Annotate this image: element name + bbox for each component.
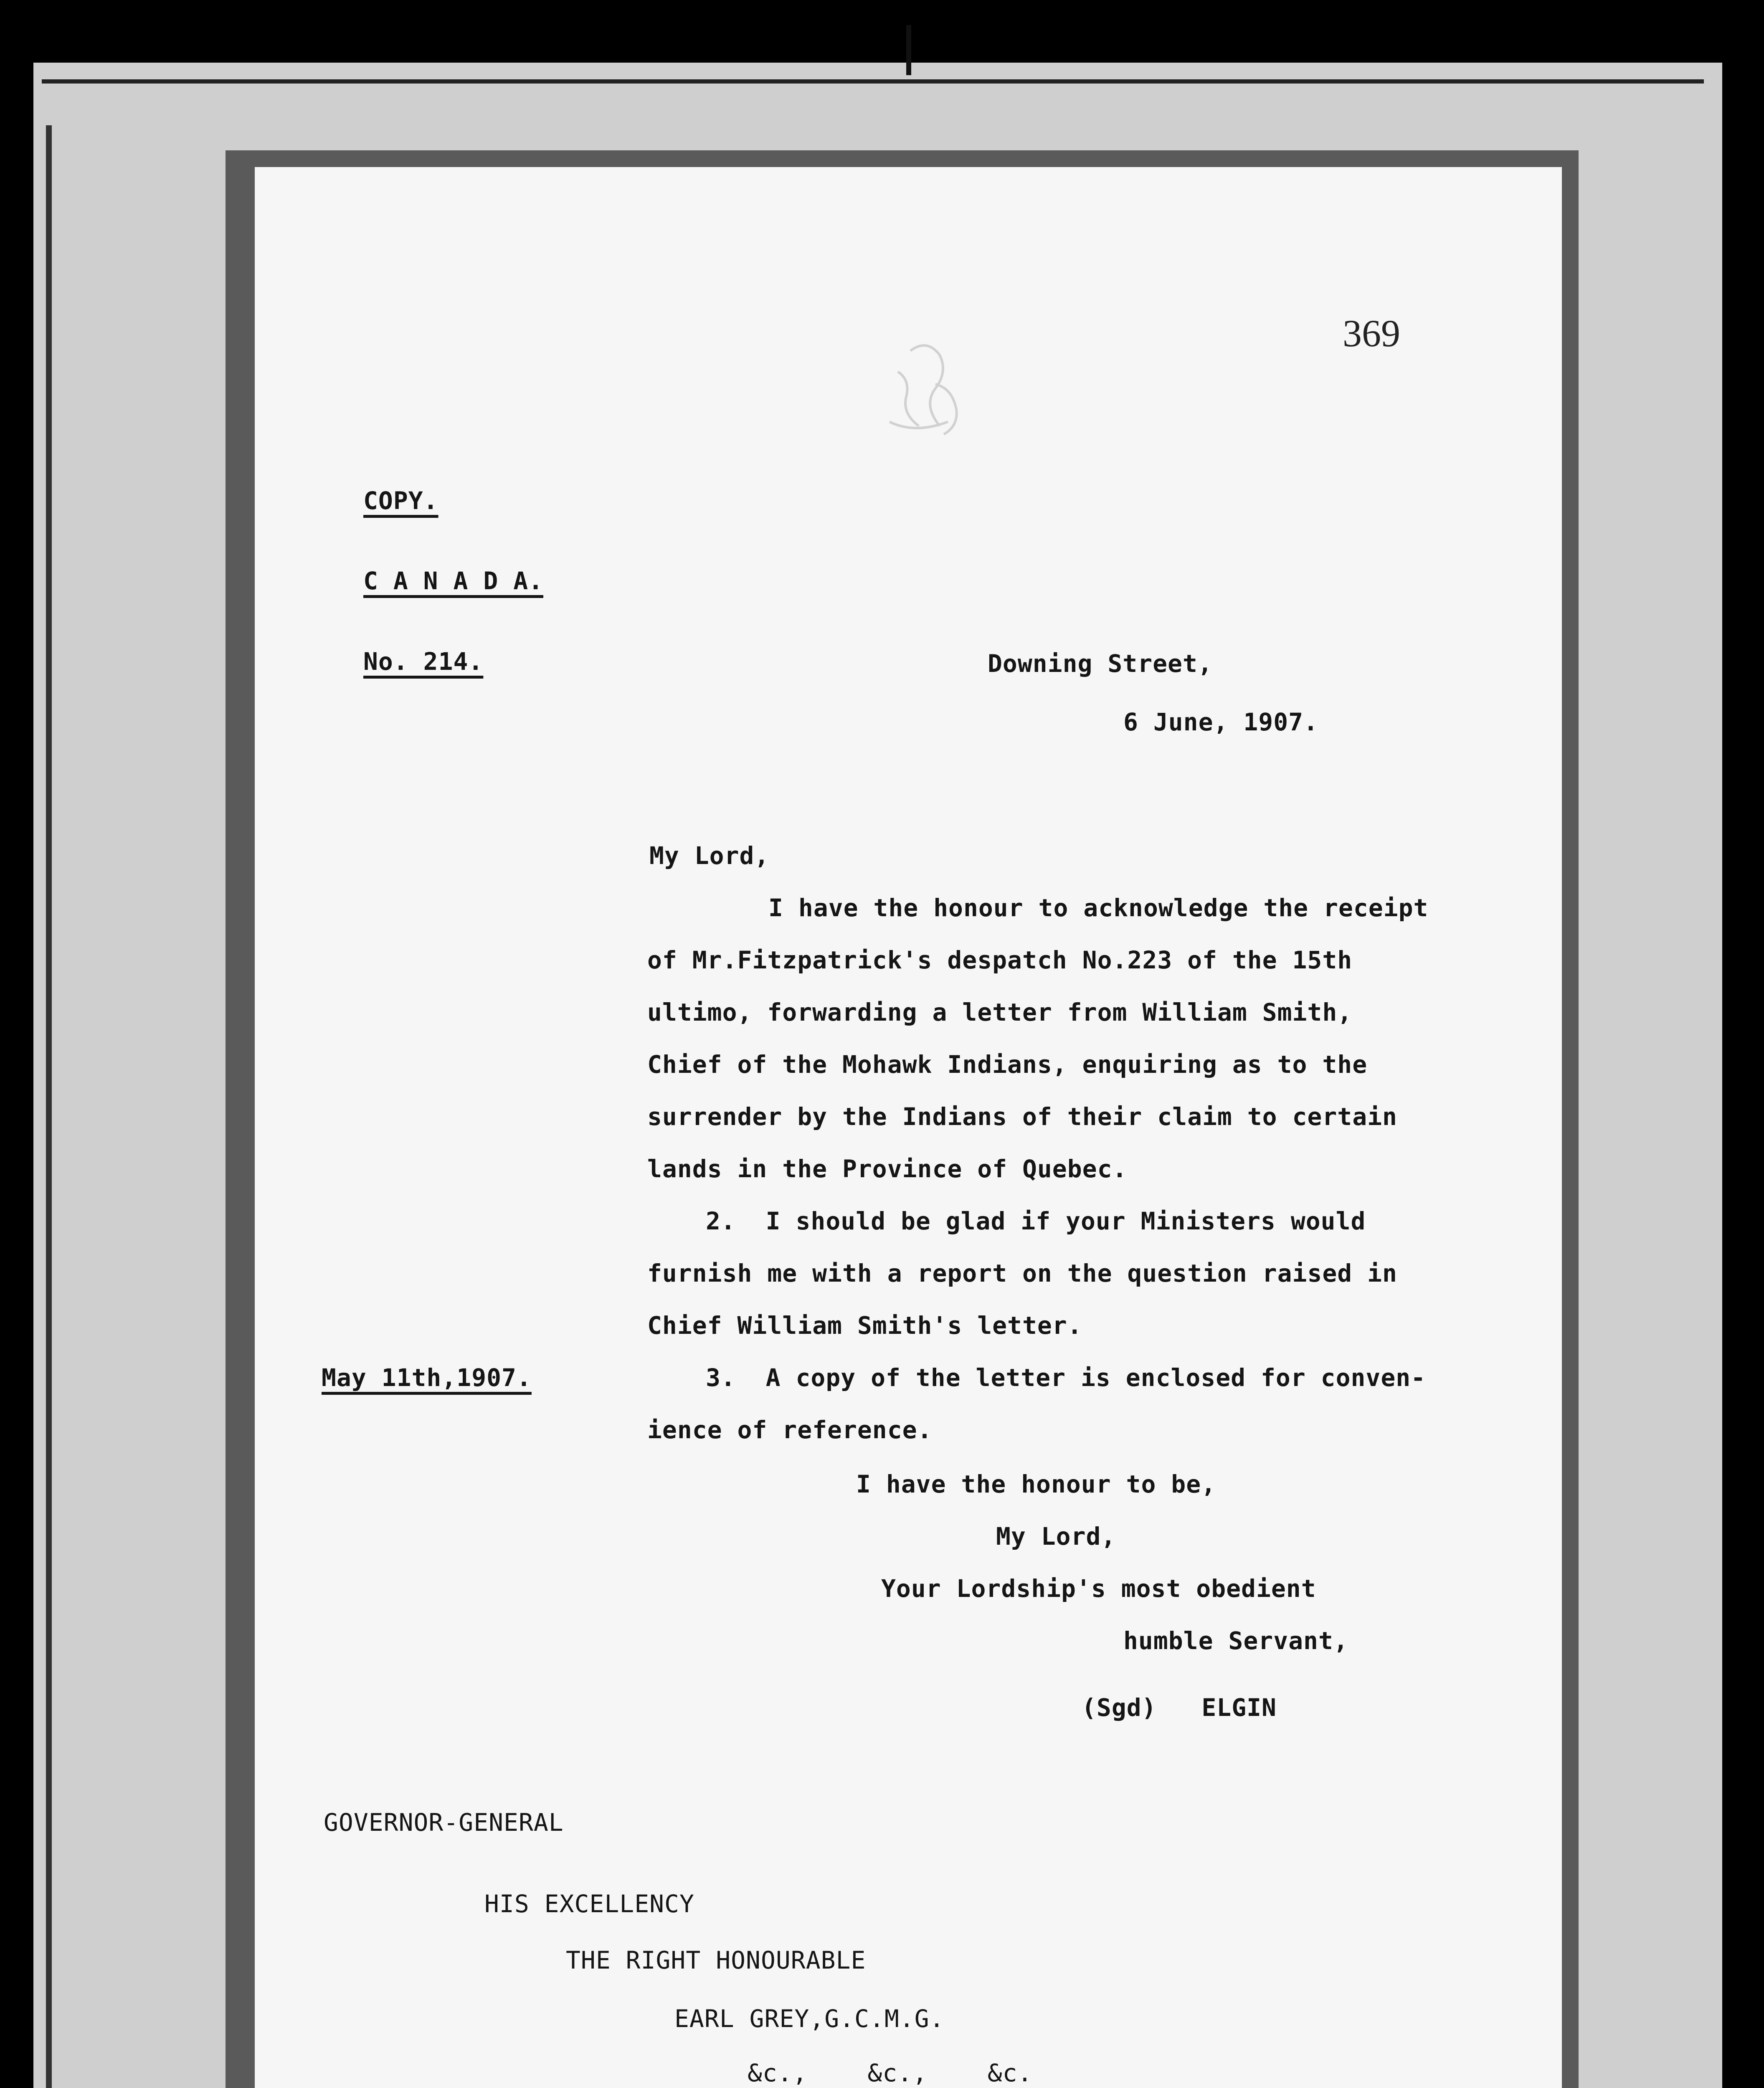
date-line: 6 June, 1907. bbox=[1123, 708, 1318, 736]
body-line: 3. A copy of the letter is enclosed for conven- bbox=[706, 1363, 1426, 1392]
board-left-edge bbox=[46, 125, 52, 2088]
body-line: surrender by the Indians of their claim to certain bbox=[647, 1102, 1397, 1131]
addressee-line: EARL GREY,G.C.M.G. bbox=[674, 2004, 945, 2033]
closing-line: Your Lordship's most obedient bbox=[881, 1574, 1316, 1603]
body-line: furnish me with a report on the question raised in bbox=[647, 1259, 1397, 1287]
body-line: I have the honour to acknowledge the receipt bbox=[768, 894, 1429, 922]
folio-number: 369 bbox=[1343, 312, 1400, 355]
country-heading: C A N A D A. bbox=[363, 567, 544, 595]
signature: (Sgd) ELGIN bbox=[1082, 1693, 1277, 1722]
closing-line: My Lord, bbox=[996, 1522, 1116, 1551]
body-line: Chief William Smith's letter. bbox=[647, 1311, 1082, 1340]
body-line: ience of reference. bbox=[647, 1416, 933, 1444]
despatch-number: No. 214. bbox=[363, 647, 484, 676]
watermark-crest-icon bbox=[839, 334, 998, 459]
copy-heading: COPY. bbox=[363, 487, 438, 515]
addressee-line: &c., &c., &c. bbox=[748, 2059, 1033, 2087]
margin-note-date: May 11th,1907. bbox=[322, 1363, 532, 1392]
closing-line: humble Servant, bbox=[1123, 1627, 1348, 1655]
addressee-line: GOVERNOR-GENERAL bbox=[324, 1808, 564, 1837]
addressee-line: THE RIGHT HONOURABLE bbox=[566, 1946, 866, 1974]
board-tick-mark bbox=[906, 25, 911, 75]
place-line: Downing Street, bbox=[988, 649, 1213, 678]
board-top-line bbox=[42, 79, 1704, 84]
body-line: lands in the Province of Quebec. bbox=[647, 1155, 1128, 1183]
addressee-line: HIS EXCELLENCY bbox=[484, 1890, 694, 1918]
closing-line: I have the honour to be, bbox=[856, 1470, 1217, 1498]
body-line: of Mr.Fitzpatrick's despatch No.223 of the 15th bbox=[647, 946, 1353, 974]
salutation: My Lord, bbox=[649, 841, 770, 870]
body-line: ultimo, forwarding a letter from William Smith, bbox=[647, 998, 1353, 1026]
body-line: Chief of the Mohawk Indians, enquiring as to the bbox=[647, 1050, 1368, 1079]
letter-page bbox=[255, 167, 1562, 2088]
body-line: 2. I should be glad if your Ministers would bbox=[706, 1207, 1366, 1235]
